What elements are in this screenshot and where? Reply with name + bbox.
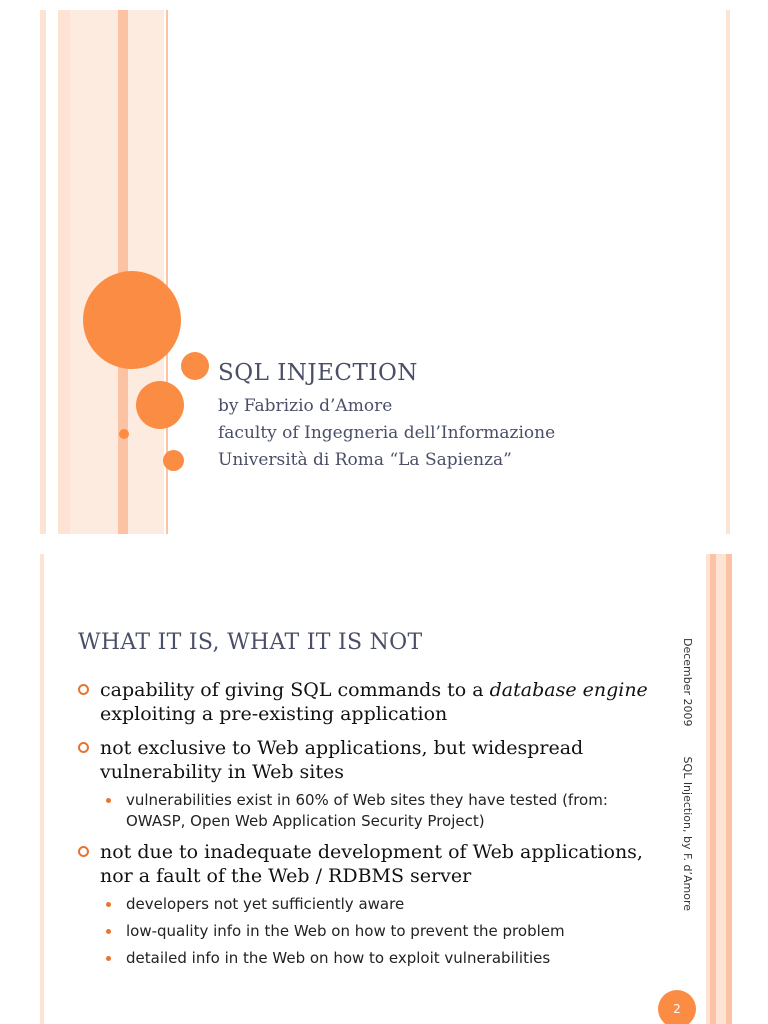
faculty-line: faculty of Ingegneria dell’Informazione bbox=[218, 423, 556, 443]
bullet-list bbox=[78, 678, 658, 975]
circle-decoration bbox=[119, 429, 129, 439]
side-date: December 2009 bbox=[681, 638, 694, 727]
dot-bullet-icon bbox=[106, 929, 111, 934]
ring-bullet-icon bbox=[78, 742, 89, 753]
sub-list-item: developers not yet sufficiently aware bbox=[78, 894, 658, 915]
stripe-decoration bbox=[40, 554, 44, 1024]
dot-bullet-icon bbox=[106, 902, 111, 907]
slide-title: SQL INJECTION bbox=[218, 360, 418, 386]
sub-list-item: vulnerabilities exist in 60% of Web sites they have tested (from: OWASP, Open Web Application Security Project) bbox=[78, 790, 658, 832]
stripe-decoration bbox=[58, 10, 70, 534]
author-line: by Fabrizio d’Amore bbox=[218, 396, 393, 416]
circle-decoration bbox=[136, 381, 184, 429]
stripe-decoration bbox=[40, 10, 46, 534]
stripe-decoration bbox=[70, 10, 118, 534]
page-number-badge: 2 bbox=[658, 990, 696, 1024]
ring-bullet-icon bbox=[78, 846, 89, 857]
side-title: SQL Injection, by F. d’Amore bbox=[681, 756, 694, 912]
sub-list-item: detailed info in the Web on how to exploit vulnerabilities bbox=[78, 948, 658, 969]
list-item: not due to inadequate development of Web applications, nor a fault of the Web / RDBMS server bbox=[78, 840, 658, 888]
list-item: not exclusive to Web applications, but widespread vulnerability in Web sites bbox=[78, 736, 658, 784]
stripe-decoration bbox=[716, 554, 726, 1024]
content-slide bbox=[40, 554, 732, 1024]
title-slide bbox=[40, 10, 732, 534]
sub-list-item: low-quality info in the Web on how to prevent the problem bbox=[78, 921, 658, 942]
stripe-decoration bbox=[726, 554, 732, 1024]
university-line: Università di Roma “La Sapienza” bbox=[218, 450, 512, 470]
circle-decoration bbox=[163, 450, 184, 471]
dot-bullet-icon bbox=[106, 956, 111, 961]
ring-bullet-icon bbox=[78, 684, 89, 695]
slide-title: WHAT IT IS, WHAT IT IS NOT bbox=[78, 630, 423, 655]
dot-bullet-icon bbox=[106, 798, 111, 803]
circle-decoration bbox=[83, 271, 181, 369]
stripe-decoration bbox=[726, 10, 730, 534]
circle-decoration bbox=[181, 352, 209, 380]
side-footer bbox=[681, 638, 694, 911]
list-item: capability of giving SQL commands to a database engine exploiting a pre-existing application bbox=[78, 678, 658, 726]
